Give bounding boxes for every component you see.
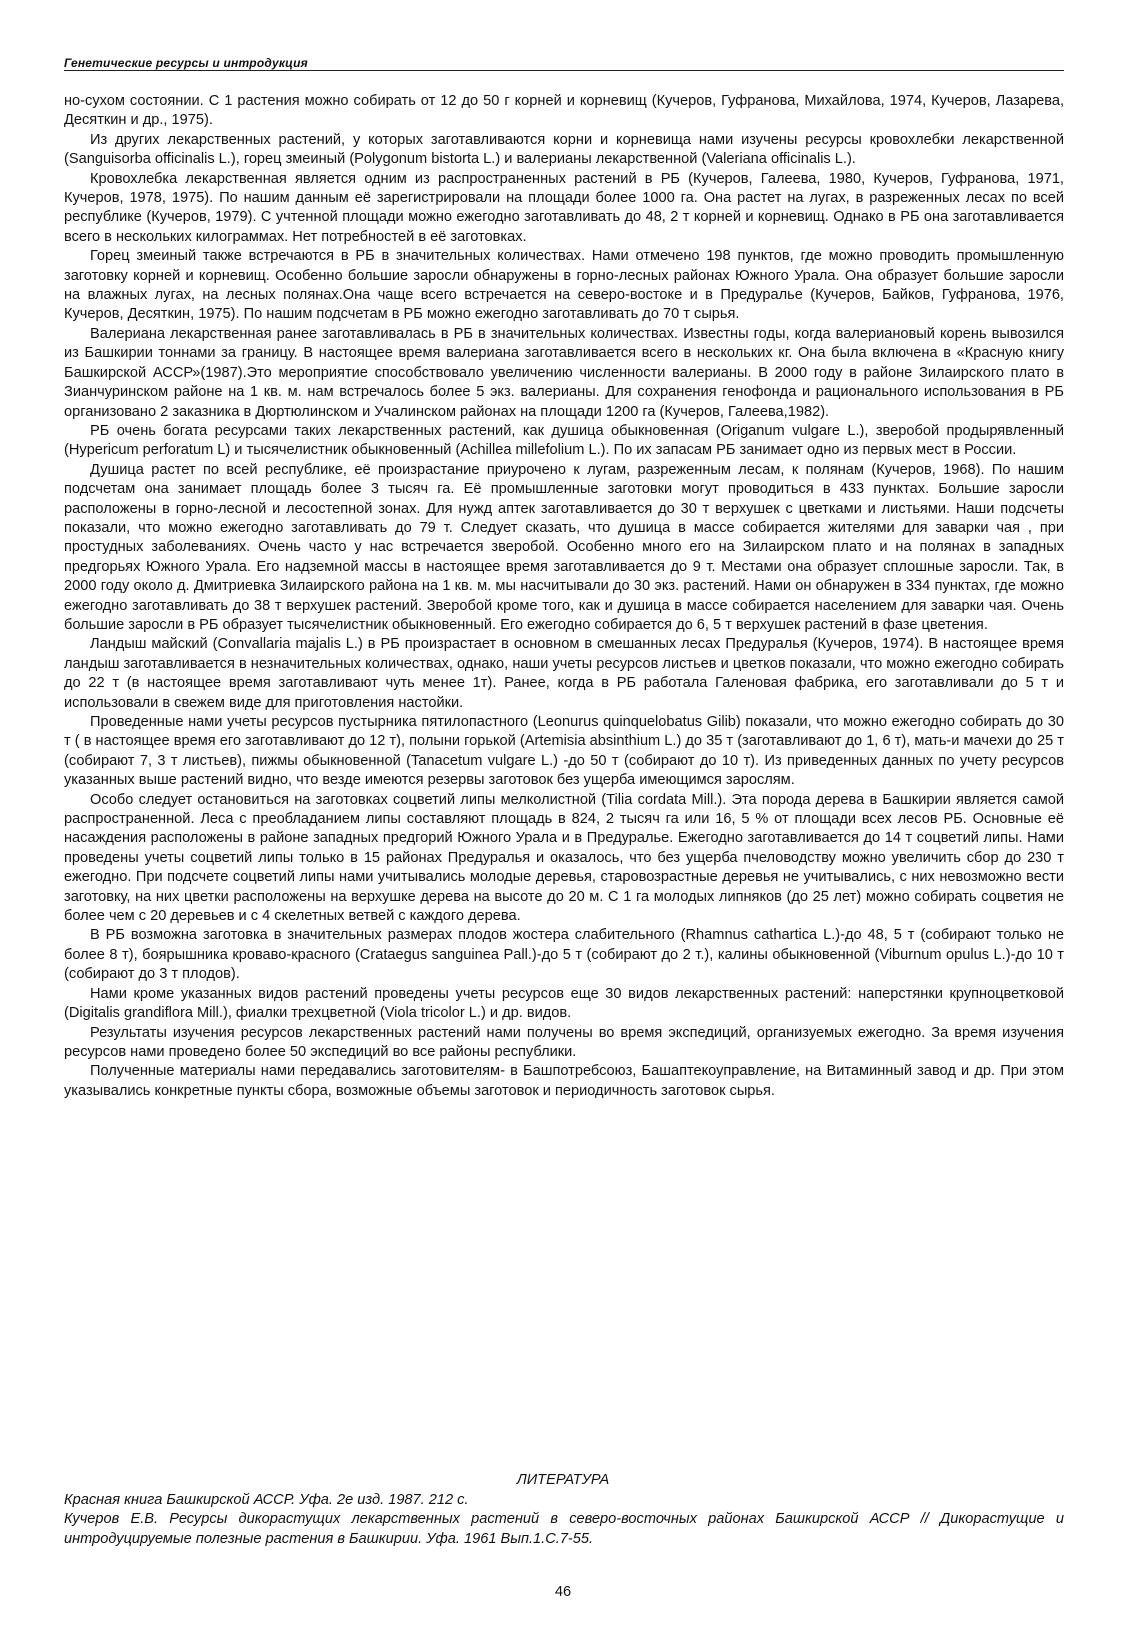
- paragraph-expeditions: Результаты изучения ресурсов лекарственных растений нами получены во время экспедиций, организуемых ежегодно. За время изучения ресурсов нами проведено более 50 экспедиций во все районы республики.: [64, 1024, 1064, 1060]
- header-rule: [64, 70, 1064, 71]
- paragraph-valeriana: Валериана лекарственная ранее заготавливалась в РБ в значительных количествах. Известны годы, когда валериановый корень вывозился из Башкирии тоннами за границу. В настоящее время валериана заготавливается всего в нескольких кг. Она была включена в «Красную книгу Башкирской АССР»(1987).Это мероприятие способствовало увеличению численности валерианы. В 2000 году в районе Зилаирского плато в Зианчуринском районе на 1 кв. м. нам встречалось более 5 экз. валерианы. Для сохранения генофонда и рационального использования в РБ организовано 2 заказника в Дюртюлинском и Учалинском районах на площади 1200 га (Кучеров, Галеева,1982).: [64, 325, 1064, 420]
- paragraph-other-species: Нами кроме указанных видов растений проведены учеты ресурсов еще 30 видов лекарственных растений: наперстянки крупноцветковой (Digitalis grandiflora Mill.), фиалки трехцветной (Viola tricolor L.) и др. видов.: [64, 985, 1064, 1022]
- references-list: [64, 1491, 1064, 1549]
- reference-item: Красная книга Башкирской АССР. Уфа. 2е изд. 1987. 212 с.: [64, 1492, 469, 1508]
- paragraph-tilia: Особо следует остановиться на заготовках соцветий липы мелколистной (Tilia cordata Mill.). Эта порода дерева в Башкирии является самой распространенной. Леса с преобладанием липы составляют площадь в 824, 2 тысяч га или 16, 5 % от площади всех лесов РБ. Основные её насаждения расположены в районе западных предгорий Южного Урала и в Предуралье. Ежегодно заготавливается до 14 т соцветий липы. Нами проведены учеты соцветий липы только в 15 районах Предуралья и оказалось, что без ущерба пчеловодству можно увеличить сбор до 230 т ежегодно. При подсчете соцветий липы нами учитывались молодые деревья, старовозрастные деревья не учитывались, с них невозможно вести заготовку, на них цветки расположены на верхушке дерева на высоте до 20 м. С 1 га молодых липняков (до 25 лет) можно собирать соцветия не более чем с 20 деревьев и с 4 скелетных ветвей с каждого дерева.: [64, 791, 1064, 925]
- paragraph-continuation: но-сухом состоянии. С 1 растения можно собирать от 12 до 50 г корней и корневищ (Кучеров, Гуфранова, Михайлова, 1974, Кучеров, Лазарева, Десяткин и др., 1975).: [64, 93, 1064, 129]
- paragraph-origanum: Душица растет по всей республике, её произрастание приурочено к лугам, разреженным лесам, к полянам (Кучеров, 1968). По нашим подсчетам она занимает площадь более 3 тысяч га. Её промышленные заготовки могут проводиться в 433 пунктах. Большие заросли расположены в горно-лесной и лесостепной зонах. Для нужд аптек заготавливается до 30 т верхушек с цветками и листьями. Наши подсчеты показали, что можно ежегодно заготавливать до 79 т. Следует сказать, что душица в массе собирается жителями для заварки чая , при простудных заболеваниях. Очень часто у нас встречается зверобой. Особенно много его на Зилаирском плато и на полянах в западных предгорьях Южного Урала. Его надземной массы в настоящее время заготавливается до 9 т. Местами она образует сплошные заросли. Так, в 2000 году около д. Дмитриевка Зилаирского района на 1 кв. м. мы насчитывали до 30 экз. растений. Нами он обнаружен в 334 пунктах, где можно ежегодно заготавливать до 38 т верхушек растений. Зверобой кроме того, как и душица в массе собирается населением для заварки чая. Очень большие заросли в РБ образует тысячелистник обыкновенный. Его ежегодно собирается до 6, 5 т верхушек растений в фазе цветения.: [64, 461, 1064, 633]
- running-header: Генетические ресурсы и интродукция: [64, 56, 308, 70]
- paragraph-conclusion: Полученные материалы нами передавались заготовителям- в Башпотребсоюз, Башаптекоуправление, на Витаминный завод и др. При этом указывались конкретные пункты сбора, возможные объемы заготовок и периодичность заготовок сырья.: [64, 1063, 1064, 1099]
- article-body: [64, 92, 1064, 1101]
- paragraph-rich-resources: РБ очень богата ресурсами таких лекарственных растений, как душица обыкновенная (Origanum vulgare L.), зверобой продырявленный (Hypericum perforatum L) и тысячелистник обыкновенный (Achillea millefolium L.). По их запасам РБ занимает одно из первых мест в России.: [64, 422, 1064, 459]
- page-number: 46: [554, 1584, 572, 1600]
- paragraph-sanguisorba: Кровохлебка лекарственная является одним из распространенных растений в РБ (Кучеров, Галеева, 1980, Кучеров, Гуфранова, 1971, Кучеров, 1978, 1975). По нашим данным её зарегистрировали на площади более 1000 га. Она растет на лугах, в разреженных лесах по всей республике (Кучеров, 1979). С учтенной площади можно ежегодно заготавливать до 48, 2 т корней и корневищ. Однако в РБ она заготавливается всего в нескольких килограммах. Нет потребностей в её заготовках.: [64, 170, 1064, 245]
- paragraph-convallaria: Ландыш майский (Convallaria majalis L.) в РБ произрастает в основном в смешанных лесах Предуралья (Кучеров, 1974). В настоящее время ландыш заготавливается в незначительных количествах, однако, наши учеты ресурсов листьев и цветков показали, что можно ежегодно собирать до 22 т (в настоящее время заготавливают чуть менее 1т). Ранее, когда в РБ работала Галеновая фабрика, его заготавливали до 5 т и использовали в свежем виде для приготовления настойки.: [64, 636, 1064, 711]
- paragraph-leonurus: Проведенные нами учеты ресурсов пустырника пятилопастного (Leonurus quinquelobatus Gilib) показали, что можно ежегодно собирать до 30 т ( в настоящее время его заготавливают до 12 т), полыни горькой (Artemisia absinthium L.) до 35 т (заготавливают до 1, 6 т), мать-и мачехи до 25 т (собирают 7, 3 т листьев), пижмы обыкновенной (Tanacetum vulgare L.) -до 50 т (собирают до 10 т). Из приведенных данных по учету ресурсов указанных выше растений видно, что везде имеются резервы заготовок без ущерба имеющимся зарослям.: [64, 714, 1064, 789]
- paragraph-fruits: В РБ возможна заготовка в значительных размерах плодов жостера слабительного (Rhamnus cathartica L.)-до 48, 5 т (собирают только не более 8 т), боярышника кроваво-красного (Crataegus sanguinea Pall.)-до 5 т (собирают до 2 т.), калины обыкновенной (Viburnum opulus L.)-до 10 т (собирают до 3 т плодов).: [64, 927, 1064, 983]
- paragraph-polygonum: Горец змеиный также встречаются в РБ в значительных количествах. Нами отмечено 198 пунктов, где можно проводить промышленную заготовку корней и корневищ. Особенно большие заросли обнаружены в горно-лесных районах Южного Урала. Она образует большие заросли на влажных лугах, на лесных полянах.Она чаще всего встречается на северо-востоке и в Предуралье (Кучеров, Байков, Гуфранова, 1976, Кучеров, Десяткин, 1975). По нашим подсчетам в РБ можно ежегодно заготавливать до 70 т сырья.: [64, 248, 1064, 323]
- paragraph-roots-resources: Из других лекарственных растений, у которых заготавливаются корни и корневища нами изучены ресурсы кровохлебки лекарственной (Sanguisorba officinalis L.), горец змеиный (Polygonum bistorta L.) и валерианы лекарственной (Valeriana officinalis L.).: [64, 131, 1064, 168]
- reference-item: Кучеров Е.В. Ресурсы дикорастущих лекарственных растений в северо-восточных районах Башкирской АССР // Дикорастущие и интродуцируемые полезные растения в Башкирии. Уфа. 1961 Вып.1.С.7-55.: [64, 1511, 1064, 1547]
- references-heading: ЛИТЕРАТУРА: [516, 1472, 610, 1488]
